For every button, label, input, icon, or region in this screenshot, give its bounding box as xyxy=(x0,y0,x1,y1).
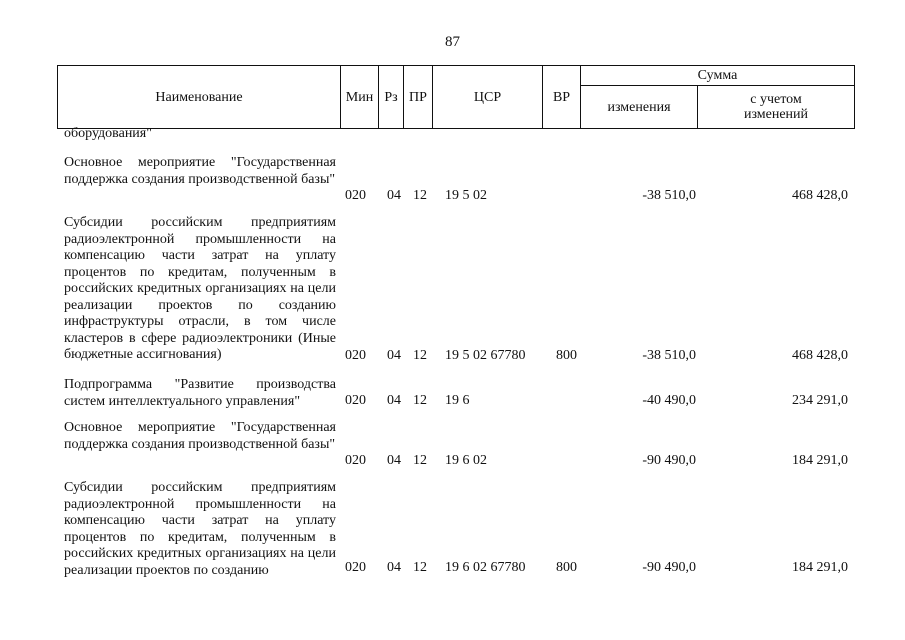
row-csr: 19 5 02 xyxy=(445,188,487,203)
row-vr: 800 xyxy=(556,348,577,363)
row-total: 184 291,0 xyxy=(792,560,848,575)
row-total: 468 428,0 xyxy=(792,348,848,363)
row-total: 184 291,0 xyxy=(792,453,848,468)
row-rz: 04 xyxy=(387,348,401,363)
row-csr: 19 6 02 67780 xyxy=(445,560,526,575)
row-min: 020 xyxy=(345,560,366,575)
row-name: оборудования" xyxy=(64,126,152,141)
row-min: 020 xyxy=(345,188,366,203)
header-csr: ЦСР xyxy=(433,66,543,129)
row-change: -38 510,0 xyxy=(642,348,696,363)
row-rz: 04 xyxy=(387,188,401,203)
row-change: -38 510,0 xyxy=(642,188,696,203)
row-csr: 19 6 02 xyxy=(445,453,487,468)
row-change: -90 490,0 xyxy=(642,560,696,575)
row-pr: 12 xyxy=(413,453,427,468)
row-rz: 04 xyxy=(387,453,401,468)
row-total: 234 291,0 xyxy=(792,393,848,408)
header-vr: ВР xyxy=(543,66,581,129)
header-sum: Сумма xyxy=(581,66,855,86)
header-with-change xyxy=(698,86,855,129)
header-with-change-line2: изменений xyxy=(743,107,809,122)
row-pr: 12 xyxy=(413,560,427,575)
row-name: Субсидии российским предприятиям радиоэлектронной промышленности на компенсацию части затрат на уплату процентов по кредитам, полученным в российских кредитных организациях на цели реализации проектов по созданию xyxy=(64,480,336,578)
row-name: Субсидии российским предприятиям радиоэлектронной промышленности на компенсацию части затрат на уплату процентов по кредитам, полученным в российских кредитных организациях на цели реализации проектов по созданию инфраструктуры отрасли, в том числе кластеров в сфере радиоэлектроники (Иные бюджетные ассигнования) xyxy=(64,215,336,362)
row-change: -90 490,0 xyxy=(642,453,696,468)
row-name: Основное мероприятие "Государственная поддержка создания производственной базы" xyxy=(64,155,336,187)
header-rz: Рз xyxy=(379,66,404,129)
row-change: -40 490,0 xyxy=(642,393,696,408)
row-rz: 04 xyxy=(387,560,401,575)
header-with-change-line1: с учетом xyxy=(750,92,802,107)
header-change: изменения xyxy=(581,86,698,129)
row-pr: 12 xyxy=(413,188,427,203)
row-name: Основное мероприятие "Государственная поддержка создания производственной базы" xyxy=(64,420,336,452)
row-min: 020 xyxy=(345,393,366,408)
row-csr: 19 6 xyxy=(445,393,470,408)
row-pr: 12 xyxy=(413,348,427,363)
row-total: 468 428,0 xyxy=(792,188,848,203)
header-pr: ПР xyxy=(404,66,433,129)
row-vr: 800 xyxy=(556,560,577,575)
header-min: Мин xyxy=(341,66,379,129)
row-pr: 12 xyxy=(413,393,427,408)
row-min: 020 xyxy=(345,453,366,468)
header-name: Наименование xyxy=(58,66,341,129)
row-rz: 04 xyxy=(387,393,401,408)
row-csr: 19 5 02 67780 xyxy=(445,348,526,363)
row-min: 020 xyxy=(345,348,366,363)
table-header xyxy=(57,65,855,129)
row-name: Подпрограмма "Развитие производства систем интеллектуального управления" xyxy=(64,377,336,409)
page-number: 87 xyxy=(445,34,460,50)
